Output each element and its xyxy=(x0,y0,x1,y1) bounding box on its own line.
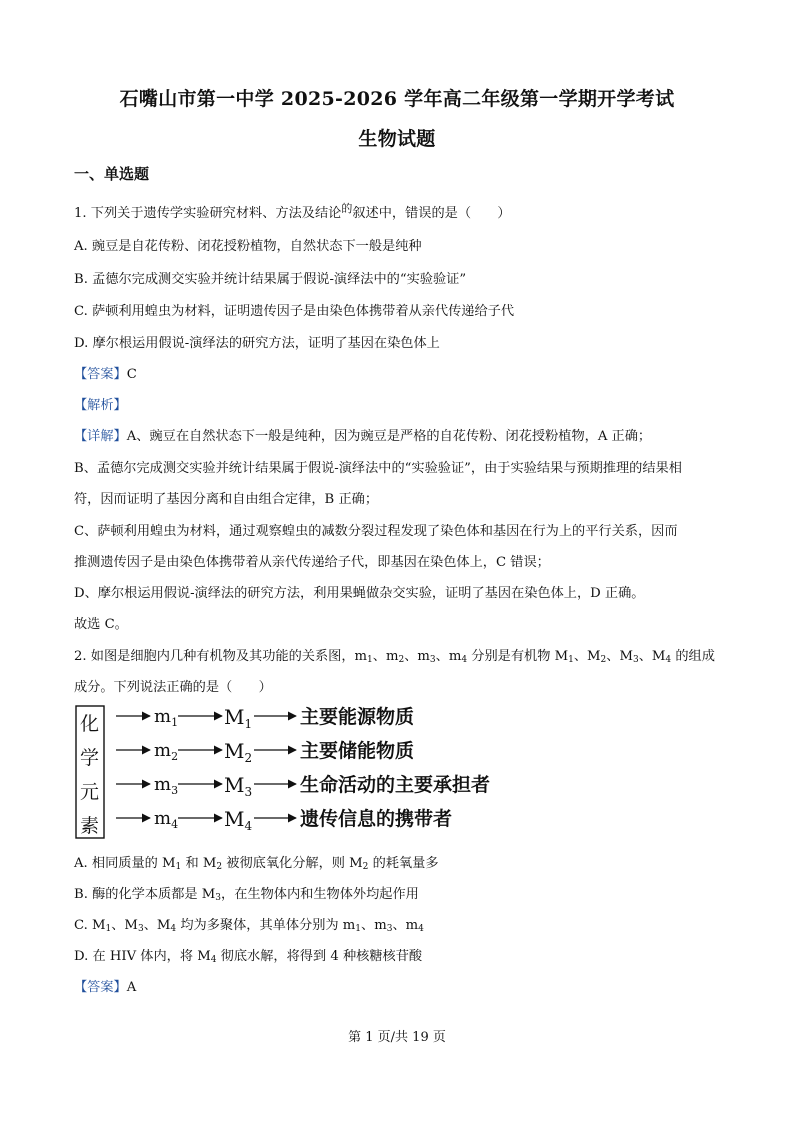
function-label: 主要储能物质 xyxy=(300,740,415,762)
small-monomer-label: $m_2$ xyxy=(154,740,179,763)
q1-option-d: D. 摩尔根运用假说-演绎法的研究方法，证明了基因在染色体上 xyxy=(74,336,440,351)
q1-answer: 【答案】C xyxy=(74,367,137,382)
q1-detail-6: D、摩尔根运用假说-演绎法的研究方法，利用果蝇做杂交实验，证明了基因在染色体上，D 正确。 xyxy=(74,586,645,601)
box-char: 元 xyxy=(80,781,100,803)
macromolecule-label: $M_2$ xyxy=(224,739,253,765)
macromolecule-label: $M_4$ xyxy=(224,807,253,833)
q1-detail-2: B、孟德尔完成测交实验并统计结果属于假说-演绎法中的“实验验证”，由于实验结果与预期推理的结果相 xyxy=(74,461,682,476)
q2-option-a: A. 相同质量的 $M_1$ 和 $M_2$ 被彻底氧化分解，则 $M_2$ 的耗氧量多 xyxy=(74,856,439,872)
function-label: 生命活动的主要承担者 xyxy=(300,774,491,796)
q2-stem-line1: 2. 如图是细胞内几种有机物及其功能的关系图，$m_1$、$m_2$、$m_3$、$m_4$ 分别是有机物 $M_1$、$M_2$、$M_3$、$M_4$ 的组成 xyxy=(74,649,715,665)
small-monomer-label: $m_3$ xyxy=(154,774,179,797)
q2-stem-line2: 成分。下列说法正确的是（ ） xyxy=(74,680,272,695)
macromolecule-label: $M_1$ xyxy=(224,705,253,731)
box-char: 化 xyxy=(80,713,100,735)
organic-matter-diagram xyxy=(74,704,534,842)
q1-stem: 1. 下列关于遗传学实验研究材料、方法及结论$^的$叙述中，错误的是（ ） xyxy=(74,202,511,221)
q1-detail-5: 推测遗传因子是由染色体携带着从亲代传递给子代，即基因在染色体上，C 错误； xyxy=(74,555,550,570)
q1-detail-3: 符，因而证明了基因分离和自由组合定律，B 正确； xyxy=(74,492,379,507)
q1-analysis-tag: 【解析】 xyxy=(74,398,127,413)
q1-detail-7: 故选 C。 xyxy=(74,617,128,632)
small-monomer-label: $m_1$ xyxy=(154,706,179,729)
q1-option-c: C. 萨顿利用蝗虫为材料，证明遗传因子是由染色体携带着从亲代传递给子代 xyxy=(74,304,515,319)
box-char: 素 xyxy=(80,815,100,837)
exam-subtitle: 生物试题 xyxy=(358,128,436,150)
q1-detail-1: 【详解】A、豌豆在自然状态下一般是纯种，因为豌豆是严格的自花传粉、闭花授粉植物，A 正确； xyxy=(74,429,652,444)
section-heading: 一、单选题 xyxy=(74,165,150,183)
q2-option-c: C. $M_1$、$M_3$、$M_4$ 均为多聚体，其单体分别为 $m_1$、$m_3$、$m_4$ xyxy=(74,918,424,934)
q1-option-b: B. 孟德尔完成测交实验并统计结果属于假说-演绎法中的“实验验证” xyxy=(74,272,467,287)
small-monomer-label: $m_4$ xyxy=(154,808,179,831)
q2-option-b: B. 酶的化学本质都是 $M_3$，在生物体内和生物体外均起作用 xyxy=(74,887,419,903)
box-char: 学 xyxy=(80,747,100,769)
exam-title: 石嘴山市第一中学 2025-2026 学年高二年级第一学期开学考试 xyxy=(119,88,675,110)
function-label: 主要能源物质 xyxy=(300,706,415,728)
page-footer: 第 1 页/共 19 页 xyxy=(348,1030,446,1045)
q1-detail-4: C、萨顿利用蝗虫为材料，通过观察蝗虫的减数分裂过程发现了染色体和基因在行为上的平行关系，因而 xyxy=(74,524,678,539)
function-label: 遗传信息的携带者 xyxy=(300,808,453,830)
macromolecule-label: $M_3$ xyxy=(224,773,253,799)
q1-option-a: A. 豌豆是自花传粉、闭花授粉植物，自然状态下一般是纯种 xyxy=(74,239,422,254)
q2-answer: 【答案】A xyxy=(74,980,137,995)
q2-option-d: D. 在 HIV 体内，将 $M_4$ 彻底水解，将得到 4 种核糖核苷酸 xyxy=(74,949,423,965)
